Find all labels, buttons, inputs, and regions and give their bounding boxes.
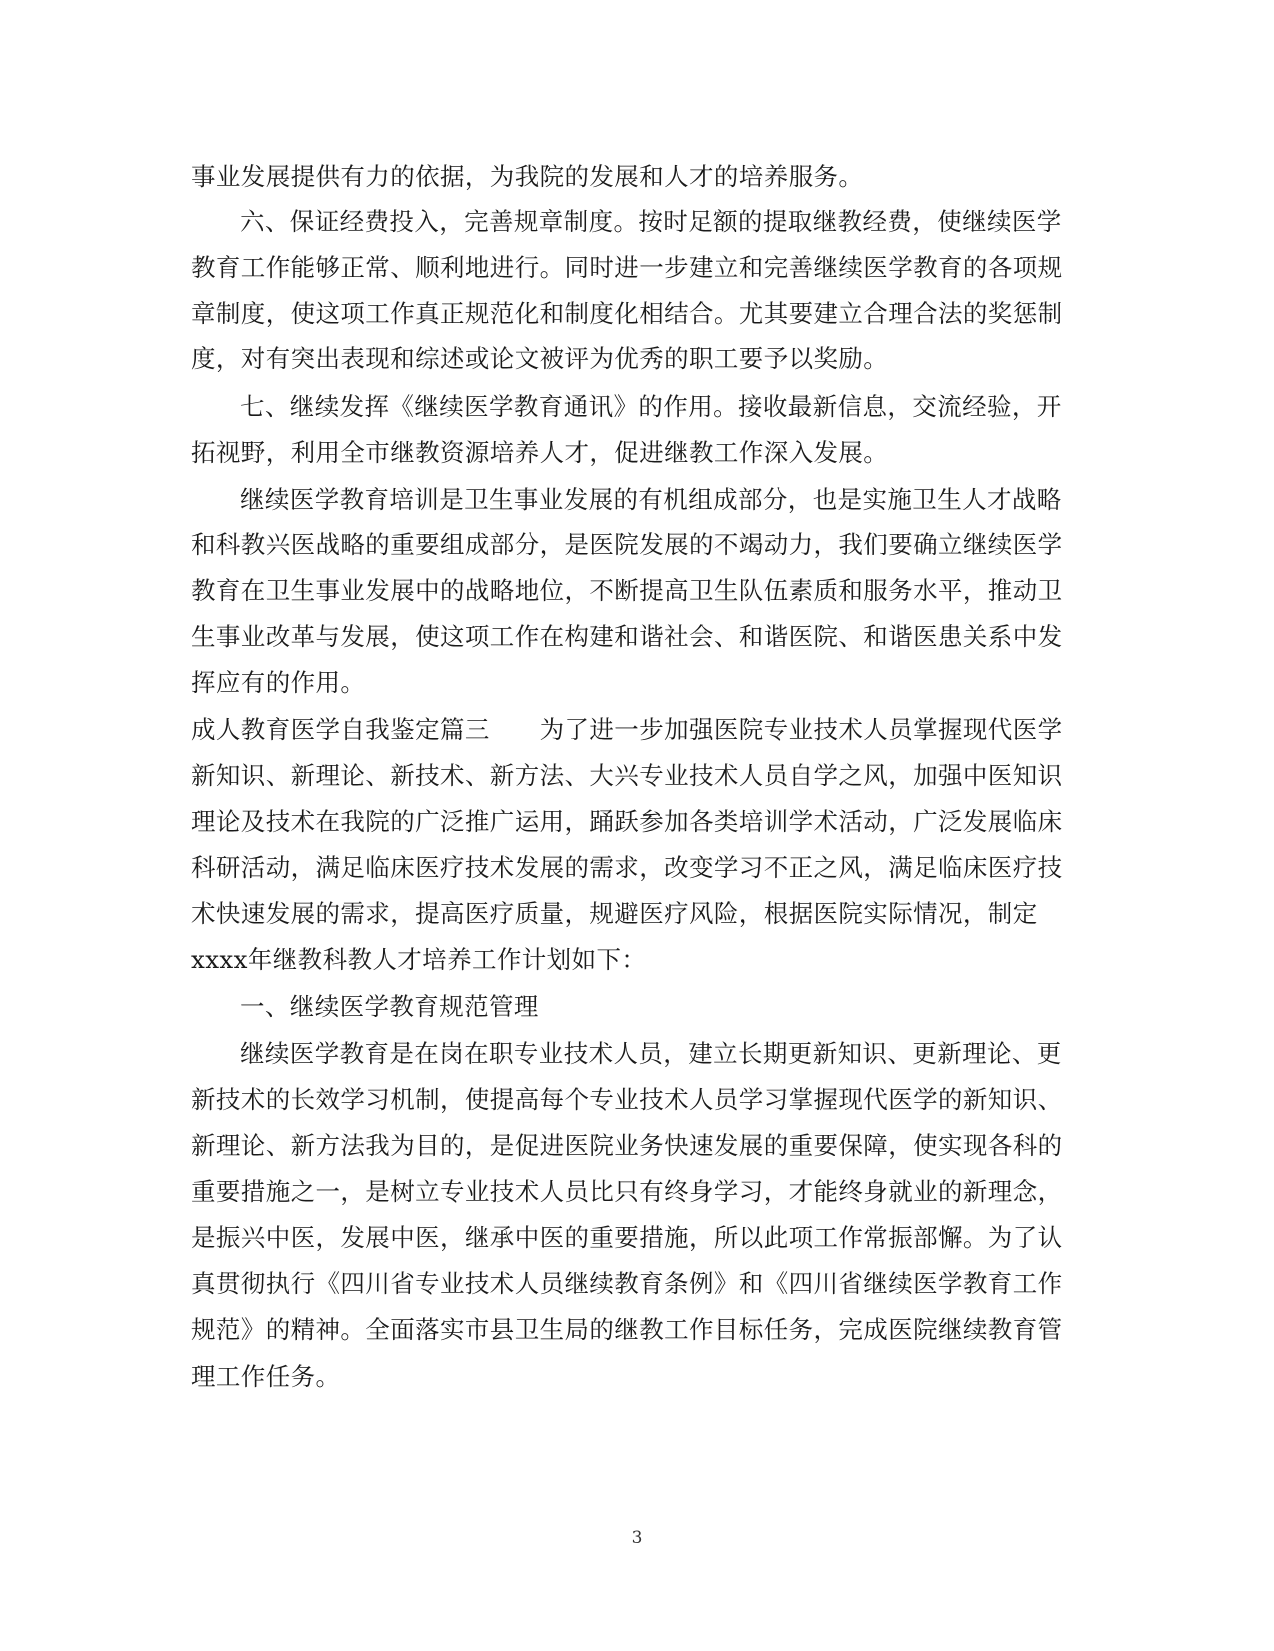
text-line: 和科教兴医战略的重要组成部分，是医院发展的不竭动力，我们要确立继续医学: [191, 530, 1063, 559]
text-line: 理论及技术在我院的广泛推广运用，踊跃参加各类培训学术活动，广泛发展临床: [191, 807, 1063, 836]
text-line: 一、继续医学教育规范管理: [240, 992, 539, 1021]
text-line: 度，对有突出表现和综述或论文被评为优秀的职工要予以奖励。: [191, 344, 889, 373]
text-line: 教育在卫生事业发展中的战略地位，不断提高卫生队伍素质和服务水平，推动卫: [191, 576, 1063, 605]
text-line: 新理论、新方法我为目的，是促进医院业务快速发展的重要保障，使实现各科的: [191, 1131, 1063, 1160]
text-line: 理工作任务。: [191, 1362, 341, 1391]
text-line: 新技术的长效学习机制，使提高每个专业技术人员学习掌握现代医学的新知识、: [191, 1085, 1063, 1114]
text-line: 挥应有的作用。: [191, 668, 366, 697]
text-line: 六、保证经费投入，完善规章制度。按时足额的提取继教经费，使继续医学: [240, 207, 1062, 236]
text-line: 事业发展提供有力的依据，为我院的发展和人才的培养服务。: [191, 162, 864, 191]
text-line: 新知识、新理论、新技术、新方法、大兴专业技术人员自学之风，加强中医知识: [191, 761, 1063, 790]
text-line: 是振兴中医，发展中医，继承中医的重要措施，所以此项工作常振部懈。为了认: [191, 1223, 1063, 1252]
text-line: 继续医学教育是在岗在职专业技术人员，建立长期更新知识、更新理论、更: [240, 1039, 1062, 1068]
text-line: 术快速发展的需求，提高医疗质量，规避医疗风险，根据医院实际情况，制定: [191, 899, 1038, 928]
text-line: 规范》的精神。全面落实市县卫生局的继教工作目标任务，完成医院继续教育管: [191, 1315, 1063, 1344]
text-line: 章制度，使这项工作真正规范化和制度化相结合。尤其要建立合理合法的奖惩制: [191, 299, 1063, 328]
text-line: 生事业改革与发展，使这项工作在构建和谐社会、和谐医院、和谐医患关系中发: [191, 622, 1063, 651]
text-line: 成人教育医学自我鉴定篇三 为了进一步加强医院专业技术人员掌握现代医学: [191, 715, 1063, 744]
text-line: 科研活动，满足临床医疗技术发展的需求，改变学习不正之风，满足临床医疗技: [191, 853, 1063, 882]
page-number: 3: [631, 1528, 643, 1548]
text-line: 教育工作能够正常、顺利地进行。同时进一步建立和完善继续医学教育的各项规: [191, 253, 1063, 282]
text-line: 重要措施之一，是树立专业技术人员比只有终身学习，才能终身就业的新理念，: [191, 1177, 1063, 1206]
text-line: xxxx年继教科教人才培养工作计划如下：: [191, 945, 647, 974]
text-line: 拓视野，利用全市继教资源培养人才，促进继教工作深入发展。: [191, 438, 889, 467]
text-line: 继续医学教育培训是卫生事业发展的有机组成部分，也是实施卫生人才战略: [240, 485, 1062, 514]
text-line: 七、继续发挥《继续医学教育通讯》的作用。接收最新信息，交流经验，开: [240, 392, 1062, 421]
text-line: 真贯彻执行《四川省专业技术人员继续教育条例》和《四川省继续医学教育工作: [191, 1269, 1063, 1298]
